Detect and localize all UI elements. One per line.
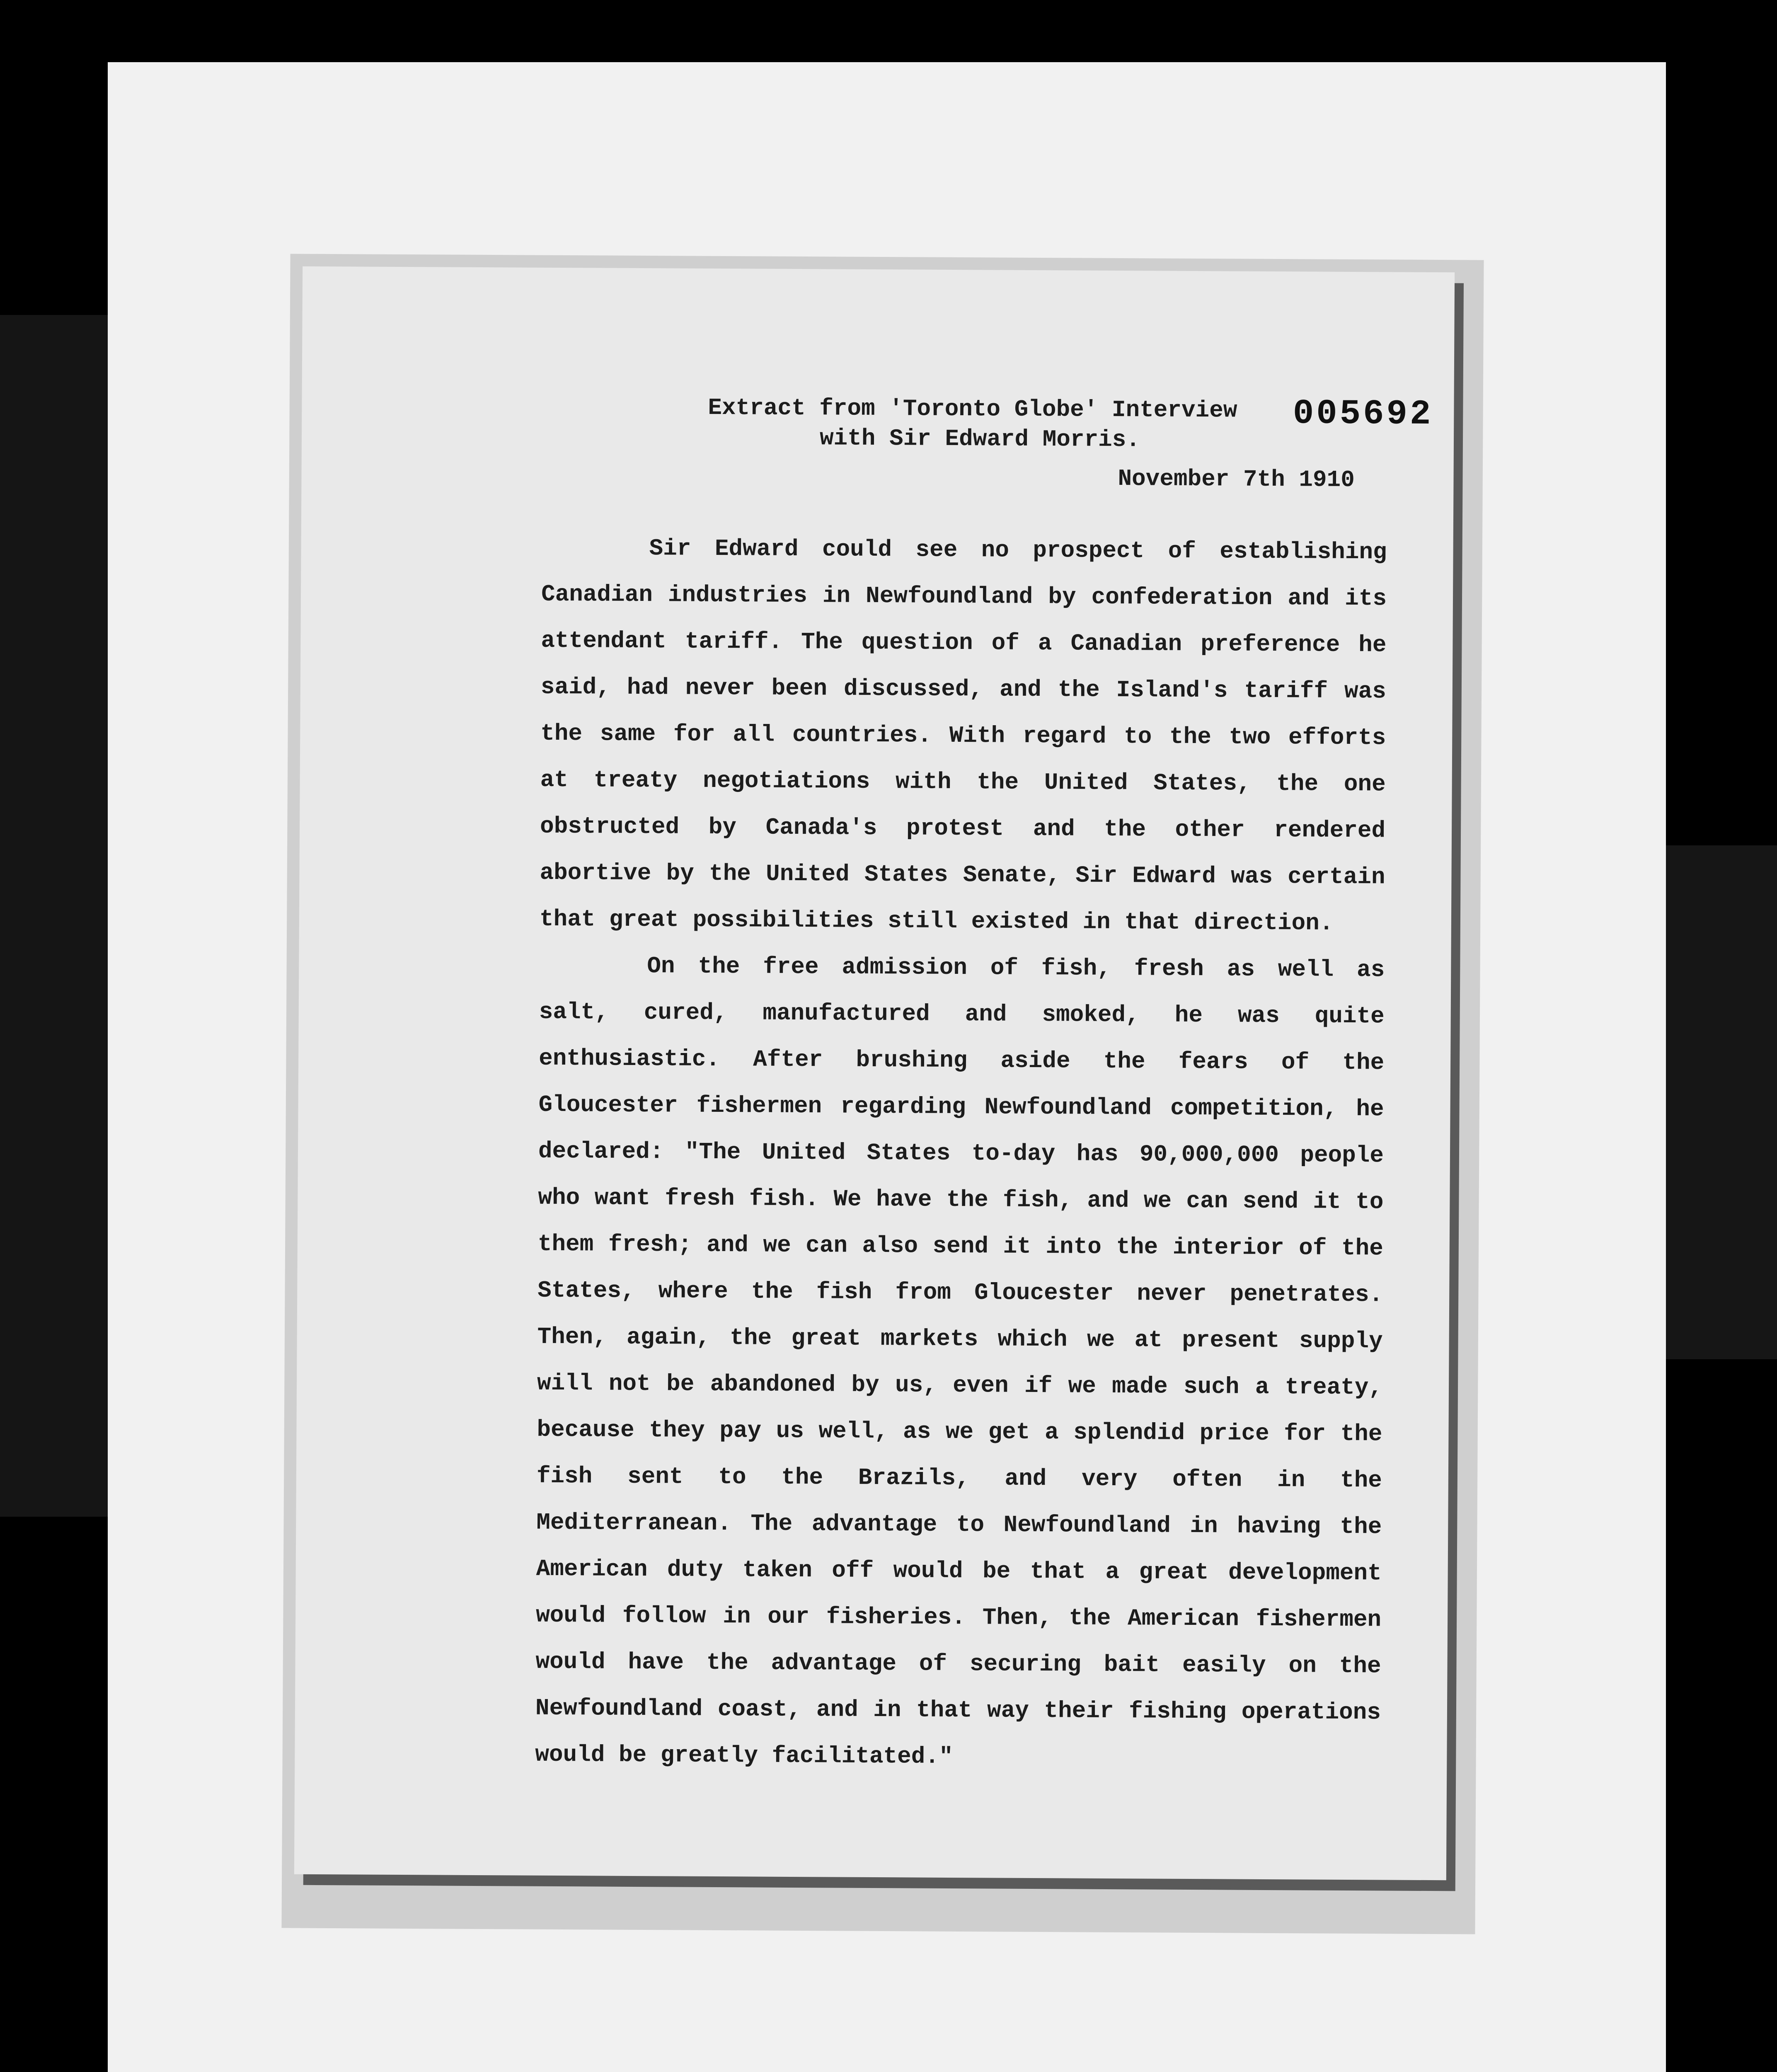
film-edge-right — [1666, 845, 1777, 1359]
header-line-1: Extract from 'Toronto Globe' Interview — [708, 394, 1237, 424]
document-date: November 7th 1910 — [1118, 465, 1355, 494]
document-header — [708, 393, 1433, 456]
document-body — [535, 525, 1387, 1782]
archive-stamp-number: 005692 — [1293, 394, 1433, 435]
header-line-2: with Sir Edward Morris. — [819, 425, 1140, 453]
paragraph-2: On the free admission of fish, fresh as well as salt, cured, manufactured and smoked, he was quite enthusiastic. After brushing aside the fears of the Gloucester fishermen regarding Newfoundland competition, he declared: "The United States to-day has 90,000,000 people who want fresh fish. We have the fish, and we can send it to them fresh; and we can also send it into the interior of the States, where the fish from Gloucester never penetrates. Then, again, the great markets which we at present supply will not be abandoned by us, even if we made such a treaty, because they pay us well, as we get a splendid price for the fish sent to the Brazils, and very often in the Mediterranean. The advantage to Newfoundland in having the American duty taken off would be that a great development would follow in our fisheries. Then, the American fishermen would have the advantage of securing bait easily on the Newfoundland coast, and in that way their fishing operations would be greatly facilitated." — [535, 953, 1385, 1770]
film-edge-left — [0, 315, 108, 1517]
paragraph-1: Sir Edward could see no prospect of establishing Canadian industries in Newfoundland by confederation and its attendant tariff. The question of a Canadian preference he said, had never been discussed, and the Island's tariff was the same for all countries. With regard to the two efforts at treaty negotiations with the United States, the one obstructed by Canada's protest and the other rendered abortive by the United States Senate, Sir Edward was certain that great possibilities still existed in that direction. — [539, 535, 1387, 937]
typed-document-page — [294, 266, 1455, 1881]
